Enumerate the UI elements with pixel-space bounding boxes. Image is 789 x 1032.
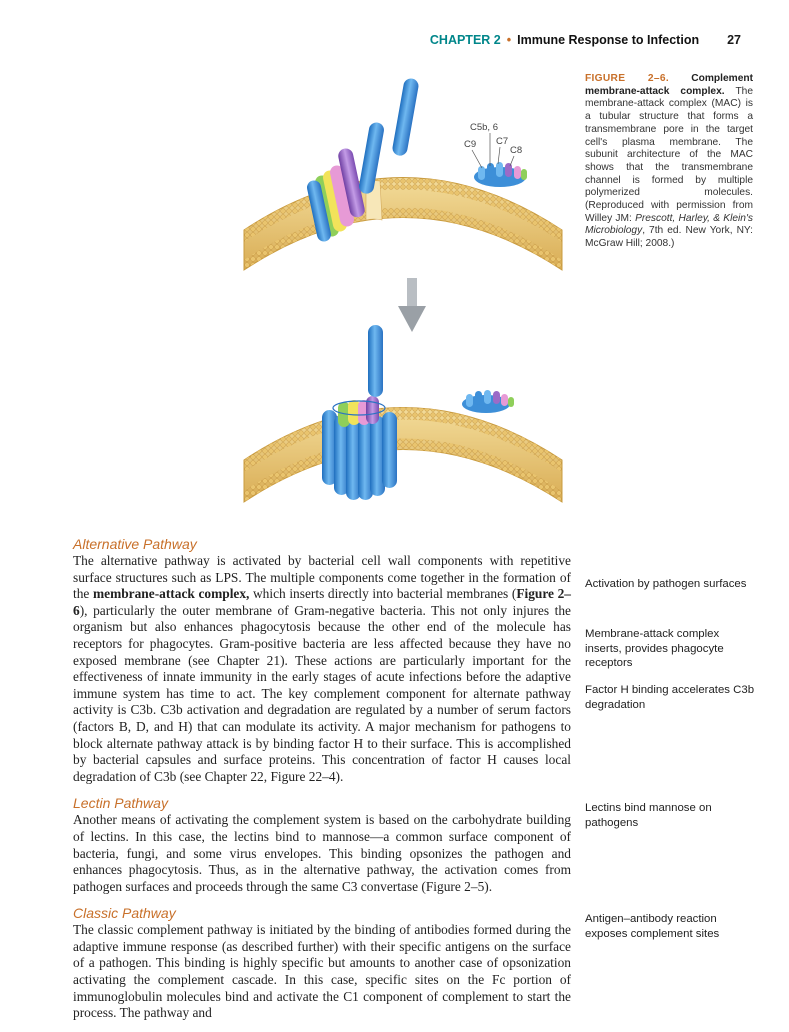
paragraph-lectin: Another means of activating the complement system is based on the carbohydrate building of lectins. In this case, the lectins bind to mannose—a common surface component of bacteria, fungi, and some virus envelopes. This binding opsonizes the pathogen and enhances phagocytosis. Thus, as in the alternative pathway, the activation comes from pathogen surfaces and proceeds through the same C3 convertase (Figure 2–5). bbox=[73, 812, 571, 894]
chapter-title: Immune Response to Infection bbox=[517, 33, 700, 47]
label-c9: C9 bbox=[464, 139, 477, 150]
mac-illustration bbox=[238, 70, 568, 520]
running-header bbox=[430, 33, 741, 47]
caption-text: The membrane-attack complex (MAC) is a tubular structure that forms a transmembrane pore in the target cell's plasma membrane. The subunit architecture of the MAC shows that the transmembrane channel is formed by multiple polymerized molecules. (Reproduced with permission from Willey JM: bbox=[585, 85, 753, 224]
mac-figure bbox=[238, 70, 568, 520]
caption-text-end: , 7th ed. New York, NY: McGraw Hill; 2008.) bbox=[585, 225, 753, 250]
alt-text-2: which inserts directly into bacterial membranes ( bbox=[249, 586, 517, 602]
floating-c9-bottom bbox=[368, 325, 383, 397]
figure-label: FIGURE 2–6. bbox=[585, 73, 669, 84]
c5b-c9-complex-bottom bbox=[462, 390, 514, 413]
label-c8: C8 bbox=[510, 145, 523, 156]
body-text bbox=[73, 536, 571, 1032]
alt-text-1: The alternative pathway is activated by bacterial cell wall components with repetitive surface structures such as LPS. The multiple components come together in the formation of the bbox=[73, 553, 571, 602]
heading-lectin-pathway: Lectin Pathway bbox=[73, 795, 168, 812]
heading-alternative-pathway: Alternative Pathway bbox=[73, 536, 197, 552]
alt-text-3: ), particularly the outer membrane of Gram-negative bacteria. This not only injures the organism but also enhances phagocytosis because the other end of the molecule has receptors for phagocytes. Gram-positive bacteria are less affected because they have no exposed membrane (see Chapter 21). These actions are particularly important for the effectiveness of innate immunity in the early stages of acute infections before the adaptive immune system has time to act. The key complement component for alternate pathway activity is C3b. C3b activation and degradation are regulated by a number of serum factors (factors B, D, and H) that can modulate its activity. A major mechanism for pathogens to block alternate pathway attack is by binding factor H to their surface. This is accomplished by bacterial capsules and surface proteins. This concentration of factor H causes local degradation of C3b (see Chapter 22, Figure 22–4). bbox=[73, 602, 571, 784]
heading-classic-pathway: Classic Pathway bbox=[73, 905, 176, 922]
margin-note-5: Antigen–antibody reaction exposes complement sites bbox=[585, 913, 720, 940]
margin-note-3: Factor H binding accelerates C3b degradation bbox=[585, 684, 755, 711]
label-c7: C7 bbox=[496, 136, 509, 147]
chapter-label: CHAPTER 2 bbox=[429, 33, 501, 47]
term-mac: membrane-attack complex, bbox=[92, 586, 250, 602]
down-arrow-icon bbox=[398, 278, 426, 332]
bottom-membrane bbox=[244, 408, 562, 503]
figure-title: Complement membrane-attack complex. bbox=[585, 73, 753, 97]
margin-note-2: Membrane-attack complex inserts, provides phagocyte receptors bbox=[585, 628, 724, 669]
margin-note-1: Activation by pathogen surfaces bbox=[585, 578, 747, 590]
top-membrane bbox=[244, 178, 562, 271]
label-c5b6: C5b, 6 bbox=[470, 122, 498, 133]
paragraph-classic: The classic complement pathway is initiated by the binding of antibodies formed during the adaptive immune response (as described further) with their specific antigens on the surface of a pathogen. This binding is highly specific but amounts to another case of opsonization activating the complement cascade. In this case, specific sites on the Fc portion of immunoglobulin molecules bind and activate the C1 component of complement to start the process. The pathway and bbox=[73, 922, 571, 1021]
caption-source: Prescott, Harley, & Klein's Microbiology bbox=[585, 212, 753, 237]
figure-ref: Figure 2–6 bbox=[73, 586, 571, 618]
page-number: 27 bbox=[727, 33, 741, 47]
c5b-c9-complex bbox=[474, 162, 527, 187]
figure-caption bbox=[585, 73, 753, 251]
header-separator: • bbox=[506, 33, 512, 47]
paragraph-alternative bbox=[73, 553, 571, 785]
margin-note-4: Lectins bind mannose on pathogens bbox=[585, 802, 712, 829]
